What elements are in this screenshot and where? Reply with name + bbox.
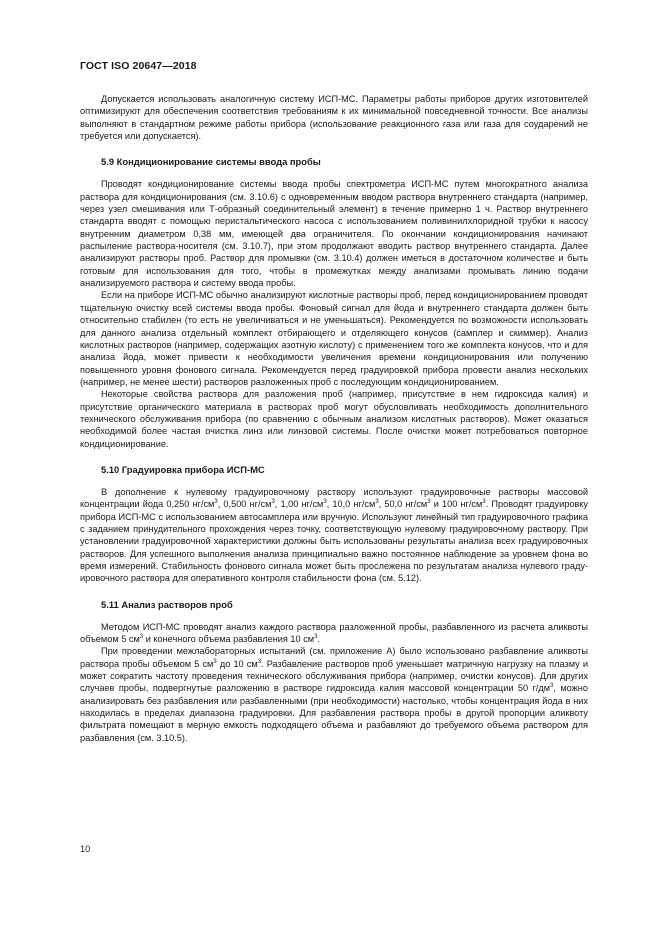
section-5-9-heading: 5.9 Кондиционирование системы ввода пробы	[101, 156, 321, 168]
superscript: 3	[257, 658, 262, 665]
section-5-9-paragraph-1: Проводят кондиционирование системы ввода пробы спектрометра ИСП-МС путем многократного анализа раствора для кондиционирования (см. 3.10.6) с одновременным вводом раствора внутреннего стандарта (например, через узел смешивания или Т-образный соединительный элемент) в течение примерно 1 ч. Раствор внутреннего стандарта вводят с помощью перистальтического насоса с использованием поливинилхлоридной трубки к насосу внутренним диаметром 0,38 мм, имеющей два ограничителя. По окончании кондиционирования начинают распыление раствора-носителя (см. 3.10.7), при этом продолжают вводить раствор внутреннего стандарта. Далее анализируют растворы проб. Раствор для промывки (см. 3.10.4) должен иметься в достаточном количестве и быть готовым для использования для того, чтобы в промежутках между анализами промывать линию подачи анализируемого раствора и систему ввода пробы.	[80, 179, 588, 289]
section-5-10-heading: 5.10 Градуировка прибора ИСП-МС	[101, 463, 265, 475]
superscript: 3	[214, 499, 218, 506]
section-5-9-paragraph-2: Если на приборе ИСП-МС обычно анализируют кислотные растворы проб, перед кондиционированием проводят тщательную очистку всей системы ввода пробы. Фоновый сигнал для йода и внутреннего стандарта должен быть относительно стабилен (то есть не увеличиваться и не уменьшаться). Рекомендуется по возможности использовать для данного анализа отдельный комплект отбирающего и отделяющего конусов (самплер и скиммер). Анализ кислотных растворов (например, содержащих азотную кислоту) с применением того же комплекта конусов, что и для анализа йода, может привести к необходимости увеличения времени кондиционирования или получению повышенного уровня фонового сигнала. Рекомендуется перед градуировкой прибора провести анализ нескольких (например, не менее шести) растворов разложенных проб с последующим кондиционированием.	[80, 290, 588, 387]
page-number: 10	[80, 844, 91, 854]
superscript: 3	[550, 683, 554, 690]
text-run: , 10,0 нг/см	[326, 499, 376, 510]
superscript: 3	[213, 658, 217, 665]
intro-paragraph: Допускается использовать аналогичную систему ИСП-МС. Параметры работы приборов других изготовителей оптимизируют для обеспечения соответствия требованиям к их минимальной повседневной точности. Все анализы выполняют в стандартном режиме работы прибора (использование реакционного газа или газа для соударений не требуется или допускается).	[80, 94, 588, 142]
text-run: . Проводят градуировку прибора ИСП-МС с использованием автосамплера или вручную. Используют линейный тип градуировочного графика с заданием принудительного прохождения через точку, соответствующую нулевому градуировочному раствору. При установлении градуировочной характеристики должны быть использованы результаты анализа всех градуировочных растворов. Для успешного выполнения анализа принципиально важно постоянное наблюдение за уровнем фона во время измерений. Стабильность фонового сигнала может быть прослежена по результатам анализа нулевого градуировочного раствора для оперативного контроля стабильности фона (см. 5.12).	[80, 499, 589, 584]
superscript: 3	[271, 499, 275, 506]
superscript: 3	[323, 499, 327, 506]
section-5-11-paragraph-2	[80, 645, 588, 744]
text-run: , 50,0 нг/см	[378, 499, 428, 510]
superscript: 3	[139, 634, 144, 641]
text-run: .	[317, 634, 321, 645]
text-run: При проведении межлабораторных испытаний (см. приложение А) было использовано разбавление аликвоты раствора пробы объемом 5 см	[80, 646, 588, 669]
text-run: . Разбавление растворов проб уменьшает матричную нагрузку на плазму и может сократить частоту проведения технического обслуживания прибора (например, очистки конусов). Для других случаев пробы, подвергнутые разложению в растворе гидроксида калия массовой концентрации 50 г/дм	[80, 658, 588, 694]
section-5-10-paragraph-1	[80, 486, 588, 585]
section-5-11-heading: 5.11 Анализ растворов проб	[101, 598, 233, 610]
superscript: 3	[375, 499, 379, 506]
text-run: , можно анализировать без разбавления или разбавленными (при необходимости) настолько, чтобы концентрация йода в них находилась в пределах диапазона градуировки. Для разбавления раствора пробы в другой пропорции аликвоту фильтрата помещают в мерную емкость подходящего объема и разбавляют до требуемого объема раствором для разбавления (см. 3.10.5).	[80, 683, 588, 743]
section-5-11-paragraph-1	[80, 621, 588, 646]
text-run: до 10 см	[216, 658, 258, 669]
superscript: 3	[482, 499, 486, 506]
text-run: и 100 нг/см	[430, 499, 483, 510]
text-run: и конечного объема разбавления 10 см	[143, 634, 315, 645]
document-body	[80, 93, 588, 744]
text-run: , 1,00 нг/см	[274, 499, 324, 510]
superscript: 3	[427, 499, 431, 506]
document-header: ГОСТ ISO 20647—2018	[80, 60, 197, 72]
text-run: Методом ИСП-МС проводят анализ каждого раствора разложенной пробы, разбавленного из расчета аликвоты объемом 5 см	[80, 621, 588, 645]
text-run: , 0,500 нг/см	[217, 499, 272, 510]
superscript: 3	[314, 634, 318, 641]
text-run: В дополнение к нулевому градуировочному раствору используют градуировочные растворы массовой концентрации йода 0,250 нг/см	[80, 486, 588, 510]
section-5-9-paragraph-3: Некоторые свойства раствора для разложения проб (например, присутствие в нем гидроксида калия) и присутствие органического материала в растворах проб могут обусловливать необходимость дополнительного технического обслуживания прибора (по сравнению с обычным анализом кислотных растворов). Может оказаться необходимой более частая очистка линз или линзовой системы. После очистки может потребоваться повторное кондиционирование.	[80, 389, 588, 449]
